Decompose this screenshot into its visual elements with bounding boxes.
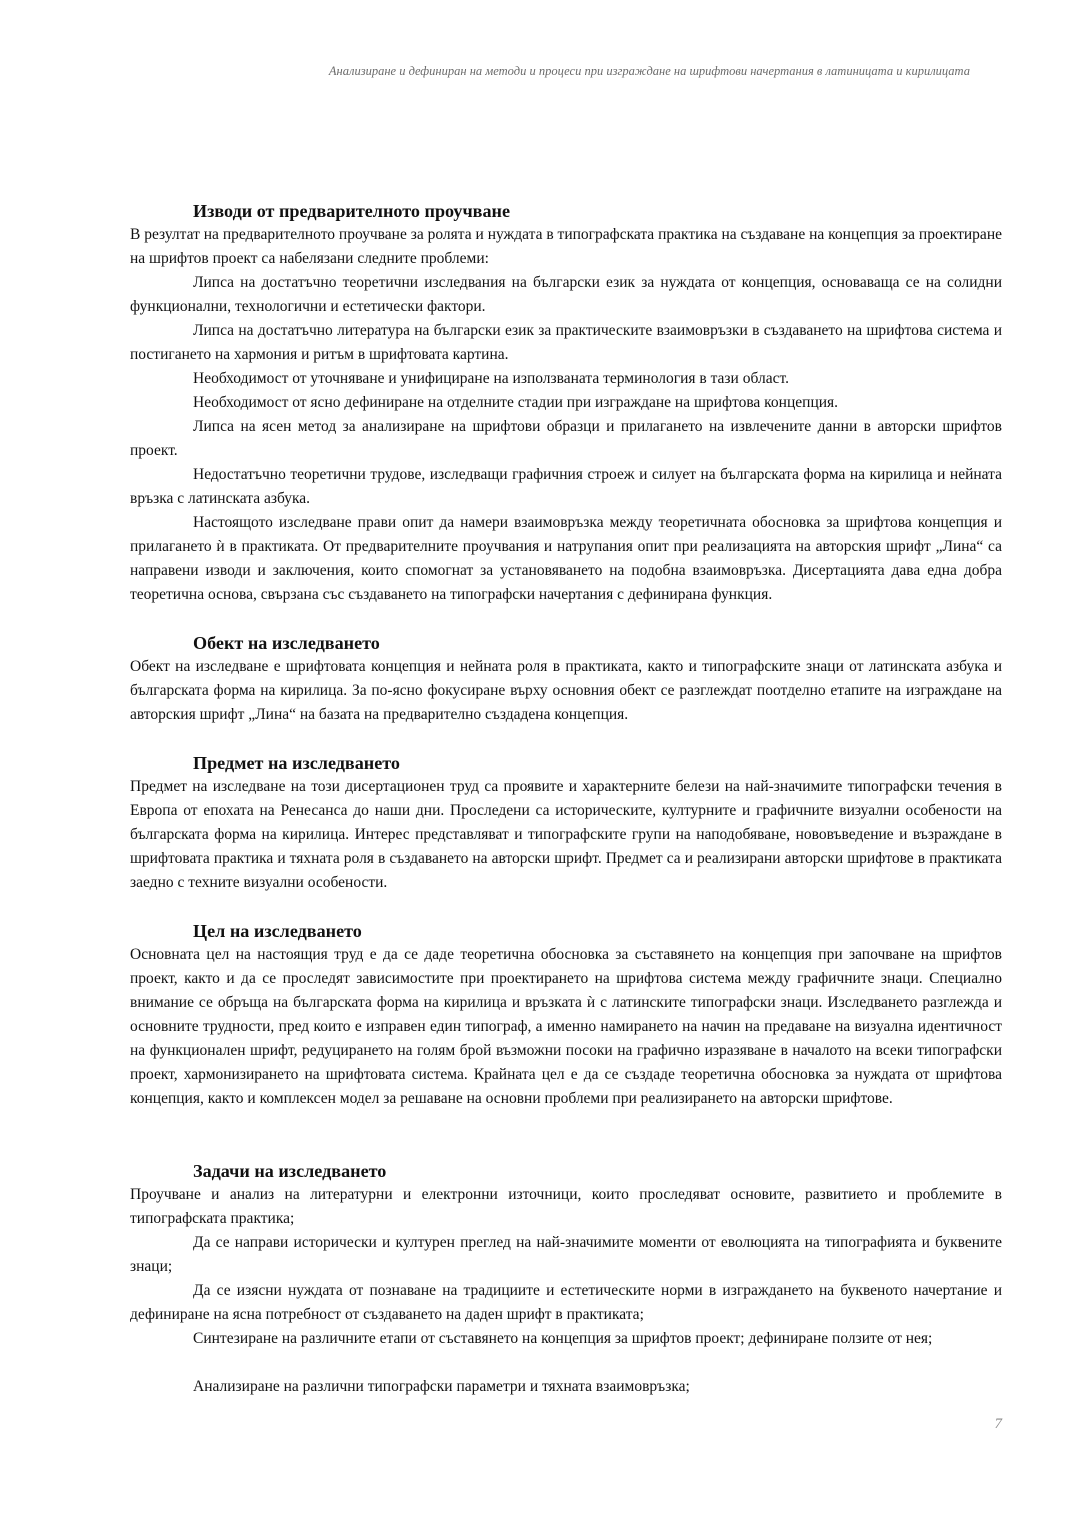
paragraph: Липса на ясен метод за анализиране на шрифтови образци и прилагането на извлечените данни в авторски шрифтов проект.	[130, 418, 1002, 459]
paragraph: Липса на достатъчно теоретични изследвания на български език за нуждата от концепция, основаваща се на солидни функционални, технологични и естетически фактори.	[130, 274, 1002, 315]
paragraph: Синтезиране на различните етапи от съставянето на концепция за шрифтов проект; дефиниране ползите от нея;	[193, 1330, 933, 1347]
section-heading: Обект на изследването	[193, 633, 380, 653]
paragraph: Да се изясни нуждата от познаване на традициите и естетическите норми в изграждането на буквеното начертание и дефиниране на ясна потребност от създаването на даден шрифт в практиката;	[130, 1282, 1002, 1323]
paragraph: Необходимост от уточняване и унифициране на използваната терминология в тази област.	[193, 370, 789, 387]
page-number: 7	[994, 1416, 1002, 1432]
paragraph: Предмет на изследване на този дисертационен труд са проявите и характерните белези на най-значимите типографски течения в Европа от епохата на Ренесанса до наши дни. Проследени са историческите, културните и графичните визуални особености на българската форма на кирилица. Интерес представляват и типографските групи на наподобяване, нововъведение и възраждане в шрифтовата практика и тяхната роля в създаването на авторски шрифт. Предмет са и реализирани авторски шрифтове в практиката заедно с техните визуални особености.	[130, 778, 1002, 891]
paragraph: Настоящото изследване прави опит да намери взаимовръзка между теоретичната обосновка за шрифтова концепция и прилагането ѝ в практиката. От предварителните проучвания и натрупания опит при реализацията на авторския шрифт „Лина“ са направени изводи и заключения, които спомогнат за установяването на подобна взаимовръзка. Дисертацията дава една добра теоретична основа, свързана със създаването на типографски начертания с дефинирана функция.	[130, 514, 1002, 603]
paragraph: Обект на изследване е шрифтовата концепция и нейната роля в практиката, както и типографските знаци от латинската азбука и българската форма на кирилица. За по-ясно фокусиране върху основния обект се разглеждат поотделно етапите на изграждане на авторския шрифт „Лина“ на базата на предварително създадена концепция.	[130, 658, 1002, 723]
paragraph: Липса на достатъчно литература на български език за практическите взаимовръзки в създаването на шрифтова система и постигането на хармония и ритъм в шрифтовата картина.	[130, 322, 1002, 363]
running-header: Анализиране и дефиниран на методи и процеси при изграждане на шрифтови начертания в латиницата и кирилицата	[328, 64, 970, 78]
section-heading: Изводи от предварителното проучване	[193, 201, 511, 221]
section-heading: Предмет на изследването	[193, 753, 400, 773]
paragraph: В резултат на предварителното проучване за ролята и нуждата в типографската практика на създаване на концепция за проектиране на шрифтов проект са набелязани следните проблеми:	[130, 226, 1002, 267]
paragraph: Анализиране на различни типографски параметри и тяхната взаимовръзка;	[193, 1378, 690, 1395]
paragraph: Да се направи исторически и културен преглед на най-значимите моменти от еволюцията на типографията и буквените знаци;	[130, 1234, 1002, 1275]
paragraph: Необходимост от ясно дефиниране на отделните стадии при изграждане на шрифтова концепция.	[193, 394, 839, 411]
section-heading: Задачи на изследването	[193, 1161, 387, 1181]
paragraph: Проучване и анализ на литературни и електронни източници, които проследяват основите, развитието и проблемите в типографската практика;	[130, 1186, 1002, 1227]
section-heading: Цел на изследването	[193, 921, 362, 941]
paragraph: Основната цел на настоящия труд е да се даде теоретична обосновка за съставянето на концепция при започване на шрифтов проект, както и да се проследят зависимостите при проектирането на шрифтова система между графичните знаци. Специално внимание се обръща на българската форма на кирилица и връзката ѝ с латинските типографски знаци. Изследването разглежда и основните трудности, пред които е изправен един типограф, а именно намирането на начин на предаване на визуална идентичност на функционален шрифт, редуцирането на голям брой възможни посоки на графично изразяване в началото на всеки типографски проект, хармонизирането на шрифтовата система. Крайната цел е да се създаде теоретична обосновка за нуждата от шрифтова концепция, както и комплексен модел за решаване на основни проблеми при реализирането на авторски шрифтове.	[130, 946, 1002, 1107]
paragraph: Недостатъчно теоретични трудове, изследващи графичния строеж и силует на българската форма на кирилица и нейната връзка с латинската азбука.	[130, 466, 1002, 507]
